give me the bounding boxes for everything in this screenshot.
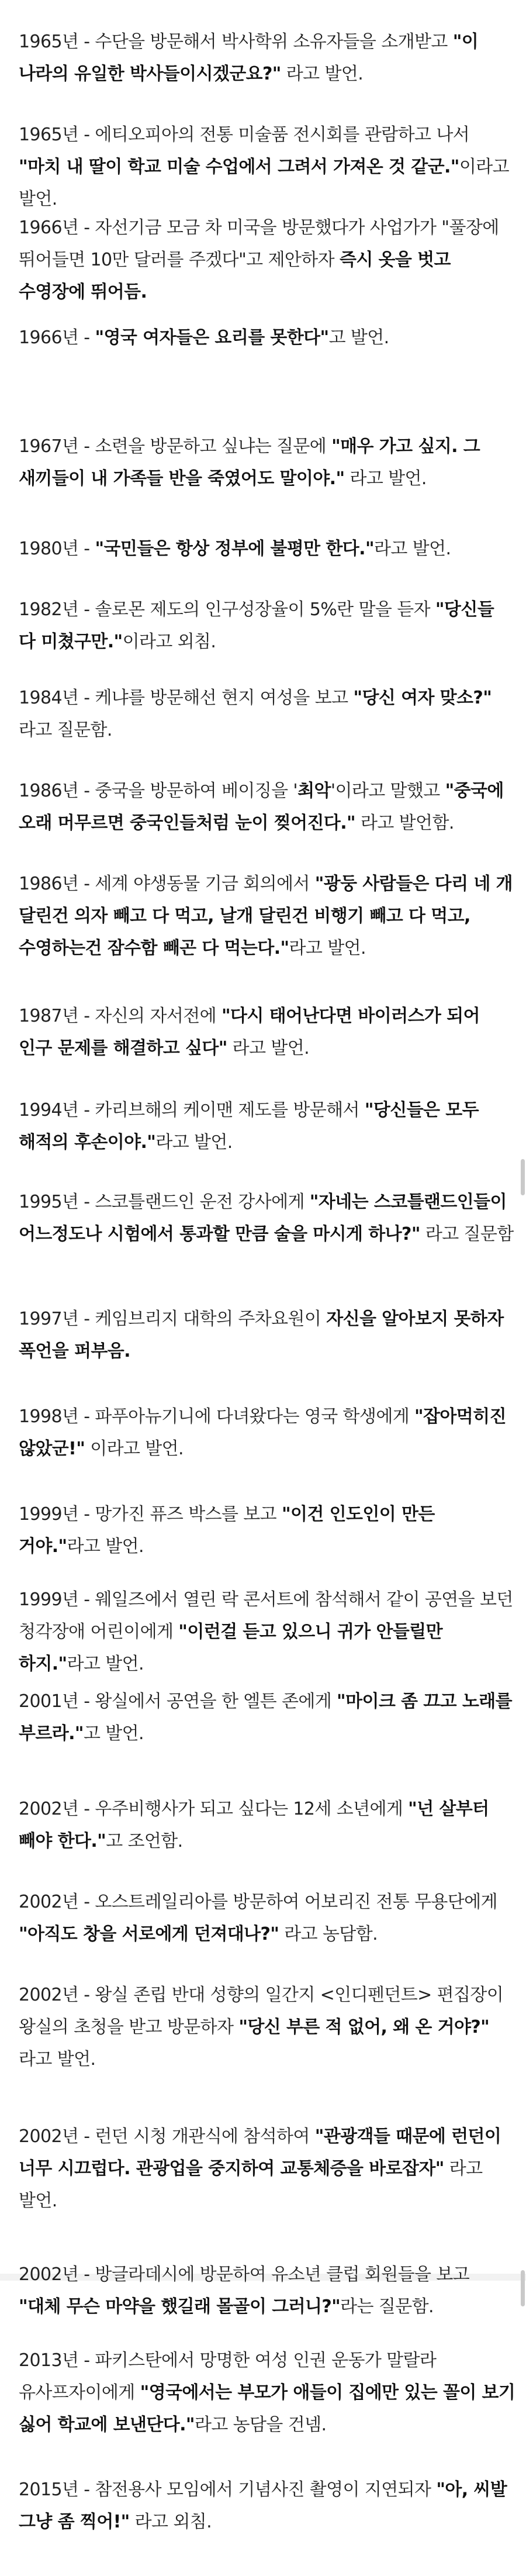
quote-bold: "넌 살부터 빼야 한다." (19, 1799, 489, 1851)
entry-text: 1997년 - 케임브리지 대학의 주차요원이 (19, 1309, 327, 1329)
entry-text: 라는 질문함. (340, 2296, 434, 2317)
entry-text: 라고 질문함 (420, 1224, 514, 1244)
history-entry (19, 1303, 515, 1367)
entry-text: 1994년 - 카리브해의 케이맨 제도를 방문해서 (19, 1100, 365, 1120)
entry-text: 이라고 외침. (122, 632, 216, 652)
entry-text: 1984년 - 케냐를 방문해선 현지 여성을 보고 (19, 688, 354, 708)
entry-text: 2002년 - 방글라데시에 방문하여 유소년 클럽 회원들을 보고 (19, 2264, 470, 2285)
entry-text: 라고 발언. (227, 1038, 310, 1058)
entry-text: 2002년 - 우주비행사가 되고 싶다는 12세 소년에게 (19, 1799, 409, 1819)
entry-text: 고 발언. (83, 1723, 144, 1744)
scrollbar-thumb[interactable] (521, 2270, 525, 2306)
entry-text: 1987년 - 자신의 자서전에 (19, 1006, 222, 1026)
entry-text: 이라고 발언. (19, 157, 509, 209)
history-entry (19, 1498, 515, 1563)
entry-text: 라고 발언. (155, 1132, 233, 1153)
quote-bold: 자신을 알아보지 못하자 폭언을 퍼부음. (19, 1309, 504, 1361)
entry-text: 1965년 - 에티오피아의 전통 미술품 전시회를 관람하고 나서 (19, 125, 470, 145)
entry-text: 라고 외침. (129, 2512, 212, 2532)
history-entry (19, 594, 515, 658)
quote-bold: 최악 (297, 781, 331, 801)
quote-bold: "당신들은 모두 해적의 후손이야." (19, 1100, 479, 1153)
entry-text: 2015년 - 참전용사 모임에서 기념사진 촬영이 지연되자 (19, 2480, 437, 2500)
quote-bold: "이런걸 듣고 있으니 귀가 안들릴만 하지." (19, 1622, 443, 1674)
quote-bold: "영국에서는 부모가 애들이 집에만 있는 꼴이 보기 싫어 학교에 보낸단다." (19, 2382, 515, 2435)
entry-text: 1967년 - 소련을 방문하고 싶냐는 질문에 (19, 436, 332, 457)
quote-bold: "자네는 스코틀랜드인들이 어느정도나 시험에서 통과할 만큼 술을 마시게 하나?" (19, 1192, 507, 1244)
quote-bold: "잡아먹히진 않았군!" (19, 1406, 506, 1459)
quote-bold: "이 나라의 유일한 박사들이시겠군요?" (19, 32, 479, 84)
entry-text: 1980년 - (19, 539, 95, 559)
quote-bold: "아, 씨발 그냥 좀 찍어!" (19, 2480, 507, 2532)
quote-bold: "아직도 창을 서로에게 던져대나?" (19, 1924, 279, 1944)
entry-text: 1965년 - 수단을 방문해서 박사학위 소유자들을 소개받고 (19, 32, 453, 52)
history-entry (19, 1793, 515, 1857)
history-entry (19, 533, 515, 565)
quote-bold: "관광객들 때문에 런던이 너무 시끄럽다. 관광업을 중지하여 교통체증을 바로잡자" (19, 2126, 501, 2179)
quote-bold: "다시 태어난다면 바이러스가 되어 인구 문제를 해결하고 싶다" (19, 1006, 480, 1058)
history-entry (19, 430, 515, 495)
history-entry (19, 26, 515, 90)
quote-bold: "마치 내 딸이 학교 미술 수업에서 그려서 가져온 것 같군." (19, 157, 459, 177)
history-entry (19, 868, 515, 964)
history-entry (19, 1979, 515, 2075)
entry-text: 1982년 - 솔로몬 제도의 인구성장율이 5%란 말을 듣자 (19, 599, 435, 620)
entry-text: 라고 농담을 건넴. (194, 2415, 327, 2435)
entry-text: 라고 농담함. (279, 1924, 378, 1944)
quote-bold: "국민들은 항상 정부에 불평만 한다." (95, 539, 374, 559)
quote-bold: "당신 여자 맞소?" (353, 688, 492, 708)
entry-text: 라고 발언함. (355, 813, 454, 833)
entry-text: 라고 발언. (19, 2049, 96, 2070)
entry-text: 2013년 - 파키스탄에서 망명한 여성 인권 운동가 말랄라 유사프자이에게 (19, 2350, 437, 2403)
entry-text: 1999년 - 웨일즈에서 열린 락 콘서트에 참석해서 같이 공연을 보던 청각장애 어린이에게 (19, 1589, 513, 1642)
entry-text: 1998년 - 파푸아뉴기니에 다녀왔다는 영국 학생에게 (19, 1406, 415, 1427)
entry-text: 1986년 - 중국을 방문하여 베이징을 ' (19, 781, 298, 801)
entry-text: 라고 발언. (281, 64, 364, 84)
history-entry (19, 1584, 515, 1680)
entry-text: 라고 발언. (374, 539, 451, 559)
entry-text: 라고 발언. (19, 2158, 483, 2211)
entry-text: 고 발언. (328, 327, 389, 348)
quote-bold: "마이크 좀 끄고 노래를 부르라." (19, 1691, 513, 1744)
history-entry (19, 119, 515, 215)
quote-bold: "영국 여자들은 요리를 못한다" (95, 327, 329, 348)
quote-bold: "당신 부른 적 없어, 왜 온 거야?" (238, 2017, 490, 2037)
entry-text: 1966년 - 자선기금 모금 차 미국을 방문했다가 사업가가 "풀장에 뛰어들면 10만 달러를 주겠다"고 제안하자 (19, 218, 499, 270)
quote-bold: "대체 무슨 마약을 했길래 몰골이 그러니?" (19, 2296, 341, 2317)
quote-bold: "중국에 오래 머무르면 중국인들처럼 눈이 찢어진다." (19, 781, 504, 833)
entry-text: 라고 질문함. (19, 720, 112, 740)
history-entry (19, 1000, 515, 1064)
entry-text: 2001년 - 왕실에서 공연을 한 엘튼 존에게 (19, 1691, 337, 1712)
entry-text: 라고 발언. (67, 1536, 144, 1557)
entry-text: 이라고 발언. (85, 1439, 184, 1459)
quote-bold: "이건 인도인이 만든 거야." (19, 1504, 435, 1557)
entry-text: 라고 발언. (289, 938, 366, 958)
entry-text: 2002년 - 런던 시청 개관식에 참석하여 (19, 2126, 315, 2147)
history-entry (19, 1094, 515, 1158)
scrollbar-thumb[interactable] (521, 1159, 525, 1195)
entry-text: 2002년 - 오스트레일리아를 방문하여 어보리진 전통 무용단에게 (19, 1892, 497, 1912)
quote-bold: "광둥 사람들은 다리 네 개 달린건 의자 빼고 다 먹고, 날개 달린건 비행기 빼고 다 먹고, 수영하는건 잠수함 빼곤 다 먹는다." (19, 874, 513, 958)
history-entry (19, 2344, 515, 2441)
history-entry (19, 1886, 515, 1950)
entry-text: 고 조언함. (106, 1831, 183, 1851)
entry-text: '이라고 말했고 (330, 781, 445, 801)
entry-text: 1986년 - 세계 야생동물 기금 회의에서 (19, 874, 315, 894)
history-entry (19, 1401, 515, 1465)
history-entry (19, 2120, 515, 2217)
entry-text: 1966년 - (19, 327, 95, 348)
entry-text: 2002년 - 왕실 존립 반대 성향의 일간지 <인디펜던트> 편집장이 왕실의 초청을 받고 방문하자 (19, 1985, 504, 2037)
history-entry (19, 775, 515, 839)
entry-text: 라고 발언. (344, 468, 427, 489)
history-entry (19, 1186, 515, 1250)
entry-text: 라고 발언. (67, 1654, 144, 1674)
history-entry (19, 2258, 515, 2323)
history-entry (19, 2474, 515, 2538)
quote-bold: 즉시 옷을 벗고 수영장에 뛰어듬. (19, 250, 451, 302)
history-entry (19, 1685, 515, 1750)
quote-bold: "당신들 다 미쳤구만." (19, 599, 494, 652)
history-entry (19, 322, 515, 354)
entry-text: 1995년 - 스코틀랜드인 운전 강사에게 (19, 1192, 310, 1212)
entry-text: 1999년 - 망가진 퓨즈 박스를 보고 (19, 1504, 282, 1525)
history-entry (19, 682, 515, 746)
history-entry (19, 212, 515, 308)
quote-bold: "매우 가고 싶지. 그 새끼들이 내 가족들 반을 죽였어도 말이야." (19, 436, 480, 489)
